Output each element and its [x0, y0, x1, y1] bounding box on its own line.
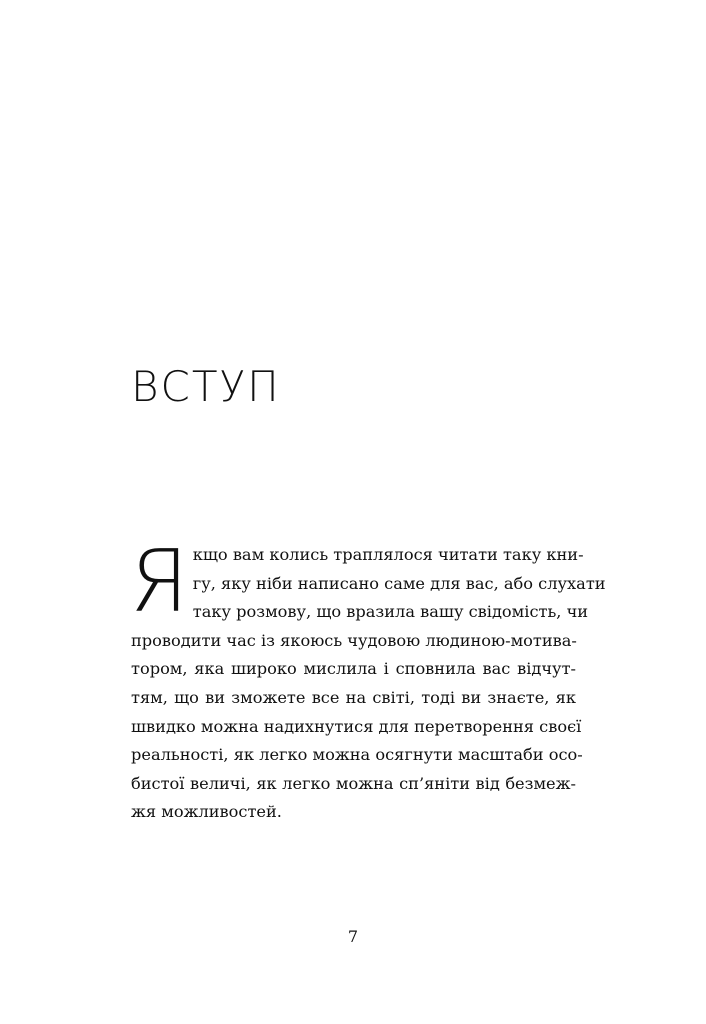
paragraph-line: тором, яка широко мислила і сповнила вас відчут-: [131, 659, 576, 679]
paragraph-line: гу, яку ніби написано саме для вас, або слухати: [192, 573, 606, 593]
page-number: 7: [347, 927, 359, 946]
paragraph-line: тям, що ви зможете все на світі, тоді ви знаєте, як: [131, 687, 576, 707]
paragraph-line: кщо вам колись траплялося читати таку кни-: [192, 545, 584, 564]
drop-cap: Я: [129, 532, 189, 632]
paragraph-line: швидко можна надихнутися для перетворення своєї: [131, 716, 582, 736]
intro-paragraph: [129, 532, 606, 827]
paragraph-line: реальності, як легко можна осягнути масштаби осо-: [131, 745, 583, 765]
paragraph-line: проводити час із якоюсь чудовою людиною-мотива-: [131, 630, 577, 650]
paragraph-line: бистої величі, як легко можна сп’яніти від безмеж-: [131, 773, 576, 793]
paragraph-line: таку розмову, що вразила вашу свідомість, чи: [192, 602, 589, 622]
paragraph-line: жя можливостей.: [131, 802, 282, 822]
chapter-title: ВСТУП: [131, 362, 281, 411]
